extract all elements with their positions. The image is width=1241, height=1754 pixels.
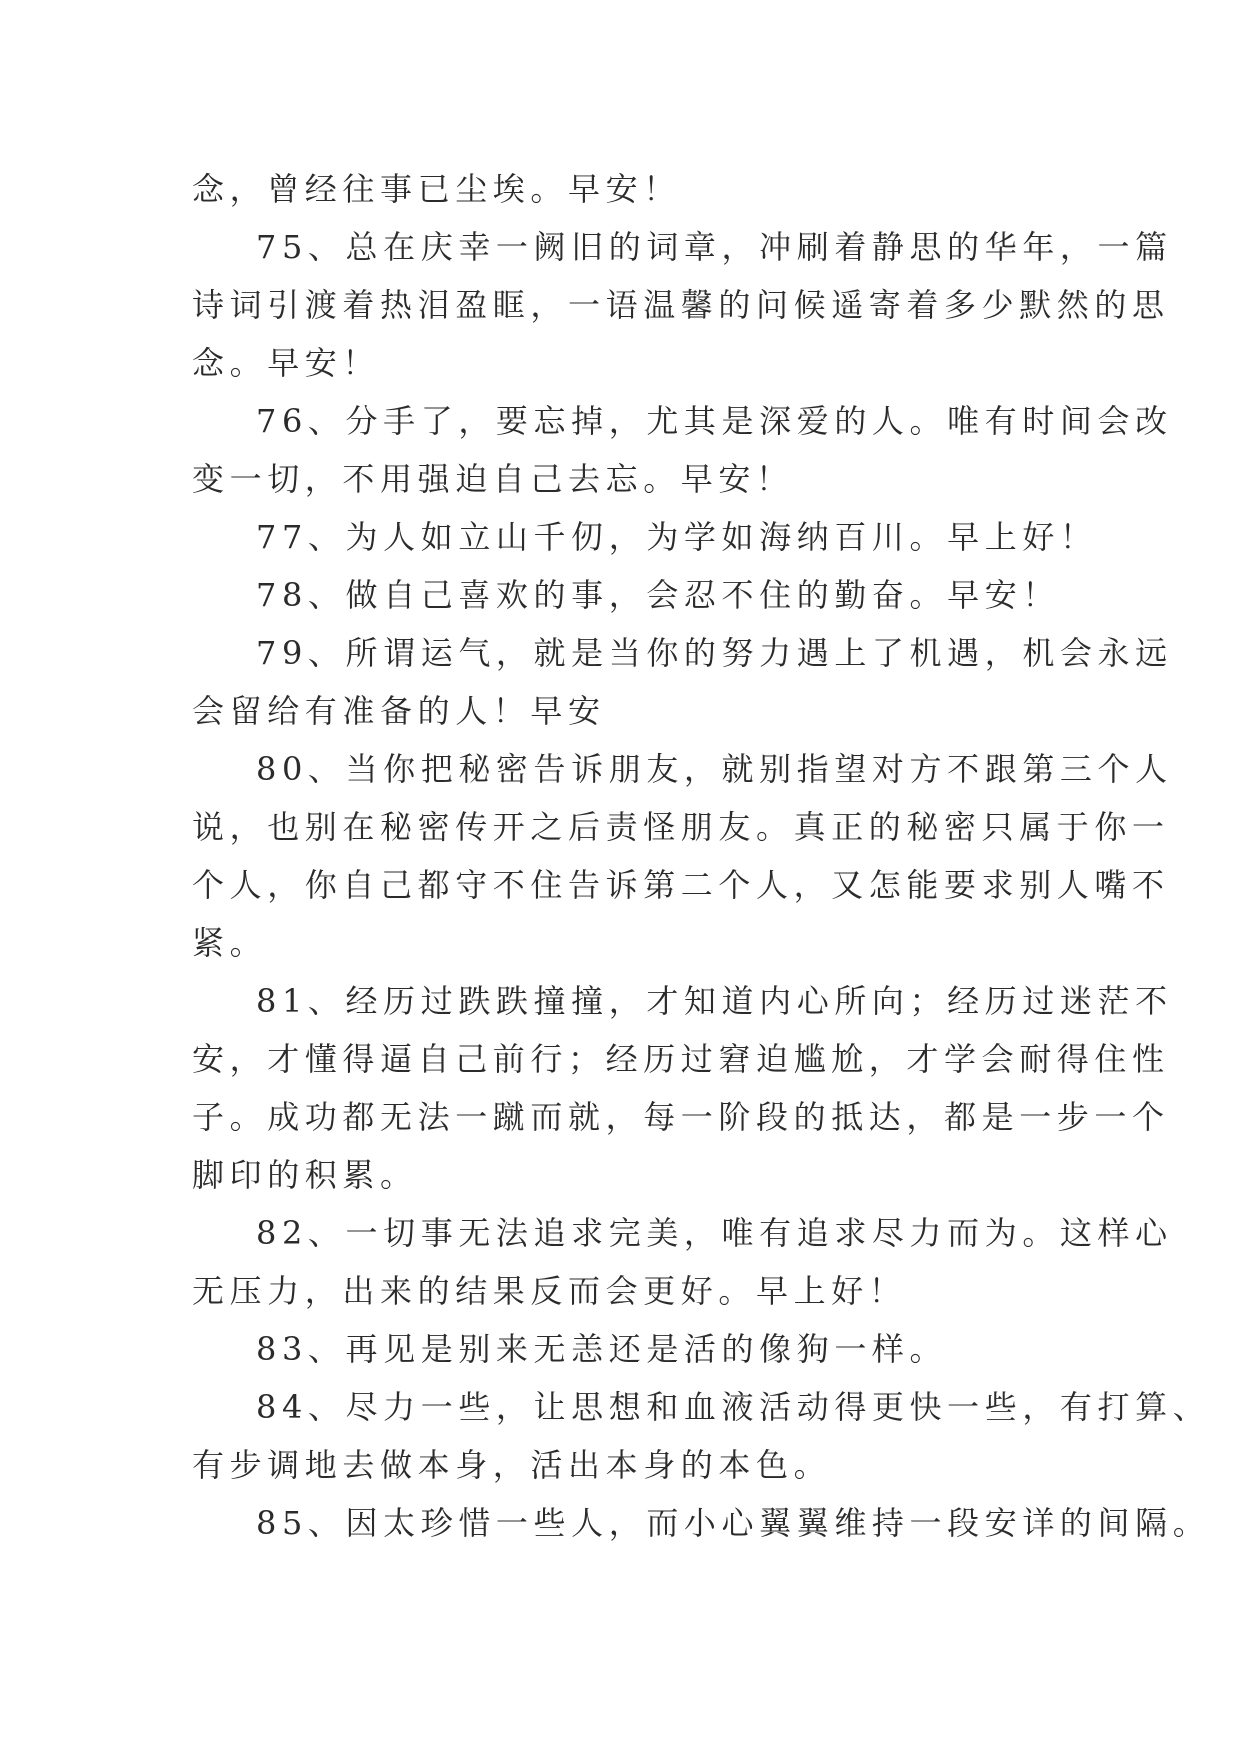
text-line: 77、为人如立山千仞，为学如海纳百川。早上好！	[256, 518, 1098, 556]
paragraph	[192, 1204, 1173, 1320]
text-line: 紧。	[192, 924, 268, 962]
paragraph	[192, 624, 1173, 740]
text-line: 无压力，出来的结果反而会更好。早上好！	[192, 1272, 907, 1310]
text-line: 有步调地去做本身，活出本身的本色。	[192, 1446, 832, 1484]
text-line: 84、尽力一些，让思想和血液活动得更快一些，有打算、	[256, 1388, 1211, 1426]
text-line: 安，才懂得逼自己前行；经历过窘迫尴尬，才学会耐得住性	[192, 1040, 1170, 1078]
text-line: 子。成功都无法一蹴而就，每一阶段的抵达，都是一步一个	[192, 1098, 1170, 1136]
paragraph	[192, 218, 1173, 392]
text-line: 83、再见是别来无恙还是活的像狗一样。	[256, 1330, 948, 1368]
text-line: 85、因太珍惜一些人，而小心翼翼维持一段安详的间隔。	[256, 1504, 1211, 1542]
text-line: 79、所谓运气，就是当你的努力遇上了机遇，机会永远	[256, 634, 1173, 672]
text-line: 会留给有准备的人！早安	[192, 692, 606, 730]
text-line: 78、做自己喜欢的事，会忍不住的勤奋。早安！	[256, 576, 1060, 614]
text-line: 变一切，不用强迫自己去忘。早安！	[192, 460, 794, 498]
paragraph	[192, 740, 1173, 972]
text-line: 个人，你自己都守不住告诉第二个人，又怎能要求别人嘴不	[192, 866, 1170, 904]
text-line: 75、总在庆幸一阙旧的词章，冲刷着静思的华年，一篇	[256, 228, 1173, 266]
text-line: 念，曾经往事已尘埃。早安！	[192, 170, 681, 208]
text-line: 诗词引渡着热泪盈眶，一语温馨的问候遥寄着多少默然的思	[192, 286, 1170, 324]
paragraph	[192, 1494, 1211, 1552]
text-line: 脚印的积累。	[192, 1156, 418, 1194]
paragraph	[192, 392, 1173, 508]
paragraph	[192, 160, 1052, 218]
text-line: 说，也别在秘密传开之后责怪朋友。真正的秘密只属于你一	[192, 808, 1170, 846]
paragraph	[192, 1320, 1052, 1378]
text-line: 80、当你把秘密告诉朋友，就别指望对方不跟第三个人	[256, 750, 1173, 788]
document-body	[192, 160, 1211, 1552]
text-line: 念。早安！	[192, 344, 381, 382]
text-line: 81、经历过跌跌撞撞，才知道内心所向；经历过迷茫不	[256, 982, 1173, 1020]
text-line: 82、一切事无法追求完美，唯有追求尽力而为。这样心	[256, 1214, 1173, 1252]
paragraph	[192, 972, 1173, 1204]
paragraph	[192, 508, 1098, 566]
paragraph	[192, 566, 1060, 624]
paragraph	[192, 1378, 1211, 1494]
text-line: 76、分手了，要忘掉，尤其是深爱的人。唯有时间会改	[256, 402, 1173, 440]
